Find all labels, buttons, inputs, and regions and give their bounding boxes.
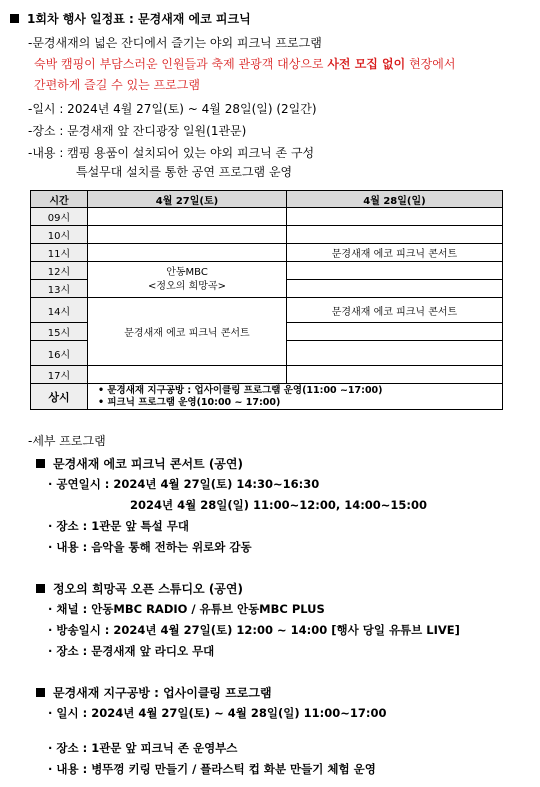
details-heading: -세부 프로그램: [28, 434, 106, 448]
table-row: [31, 366, 503, 384]
day1-andong-mbc: 안동MBC <정오의 희망곡>: [88, 262, 287, 298]
always-label: 상시: [31, 384, 88, 410]
time-cell: 14시: [31, 298, 88, 323]
time-cell: 13시: [31, 280, 88, 298]
list-item: · 장소 : 문경새재 앞 라디오 무대: [48, 644, 215, 658]
schedule-table: [30, 190, 503, 410]
table-row: [31, 244, 503, 262]
intro-content-1: -내용 : 캠핑 용품이 설치되어 있는 야외 피크닉 존 구성: [28, 146, 315, 160]
list-item: · 채널 : 안동MBC RADIO / 유튜브 안동MBC PLUS: [48, 602, 325, 616]
section-studio-title: 정오의 희망곡 오픈 스튜디오 (공연): [36, 580, 243, 597]
list-item: · 내용 : 음악을 통해 전하는 위로와 감동: [48, 540, 252, 554]
list-item: · 장소 : 1관문 앞 특설 무대: [48, 519, 189, 533]
square-bullet-icon: [36, 459, 45, 468]
day1-concert: 문경새재 에코 피크닉 콘서트: [88, 298, 287, 366]
list-item: · 일시 : 2024년 4월 27일(토) ~ 4월 28일(일) 11:00~17:00: [48, 706, 387, 720]
time-cell: 16시: [31, 341, 88, 366]
list-item: · 내용 : 병뚜껑 키링 만들기 / 플라스틱 컵 화분 만들기 체험 운영: [48, 762, 376, 776]
time-cell: 10시: [31, 226, 88, 244]
square-bullet-icon: [36, 584, 45, 593]
time-cell: 11시: [31, 244, 88, 262]
intro-content-2: 특설무대 설치를 통한 공연 프로그램 운영: [76, 165, 293, 179]
section-concert-title: 문경새재 에코 피크닉 콘서트 (공연): [36, 455, 243, 472]
table-row: [31, 208, 503, 226]
header-time: 시간: [31, 191, 88, 208]
page-title: 1회차 행사 일정표 : 문경새재 에코 피크닉: [10, 10, 251, 27]
table-row: [31, 226, 503, 244]
list-item: · 공연일시 : 2024년 4월 27일(토) 14:30~16:30: [48, 477, 320, 491]
schedule-header-row: [31, 191, 503, 208]
intro-place: -장소 : 문경새재 앞 잔디광장 일원(1관문): [28, 124, 247, 138]
day2-concert-1: 문경새재 에코 피크닉 콘서트: [287, 244, 503, 262]
section-workshop-title: 문경새재 지구공방 : 업사이클링 프로그램: [36, 684, 272, 701]
table-row: [31, 298, 503, 323]
intro-red-line-2: 간편하게 즐길 수 있는 프로그램: [34, 78, 200, 92]
always-row: [31, 384, 503, 410]
time-cell: 12시: [31, 262, 88, 280]
header-day1: 4월 27일(토): [88, 191, 287, 208]
header-day2: 4월 28일(일): [287, 191, 503, 208]
table-row: [31, 262, 503, 280]
day2-concert-2: 문경새재 에코 피크닉 콘서트: [287, 298, 503, 323]
always-programs: • 문경새재 지구공방 : 업사이클링 프로그램 운영(11:00 ~17:00) • 피크닉 프로그램 운영(10:00 ~ 17:00): [88, 384, 503, 410]
intro-description: -문경새재의 넓은 잔디에서 즐기는 야외 피크닉 프로그램: [28, 36, 322, 50]
list-item: · 방송일시 : 2024년 4월 27일(토) 12:00 ~ 14:00 [행사 당일 유튜브 LIVE]: [48, 623, 460, 637]
intro-date: -일시 : 2024년 4월 27일(토) ~ 4월 28일(일) (2일간): [28, 102, 317, 116]
square-bullet-icon: [10, 14, 19, 23]
time-cell: 17시: [31, 366, 88, 384]
time-cell: 09시: [31, 208, 88, 226]
list-item: · 장소 : 1관문 앞 피크닉 존 운영부스: [48, 741, 238, 755]
square-bullet-icon: [36, 688, 45, 697]
list-item: 2024년 4월 28일(일) 11:00~12:00, 14:00~15:00: [130, 498, 428, 512]
no-preregistration-emphasis: 사전 모집 없이: [327, 57, 406, 71]
intro-red-line-1: 숙박 캠핑이 부담스러운 인원들과 축제 관광객 대상으로 사전 모집 없이 현장에서: [34, 57, 456, 71]
time-cell: 15시: [31, 323, 88, 341]
